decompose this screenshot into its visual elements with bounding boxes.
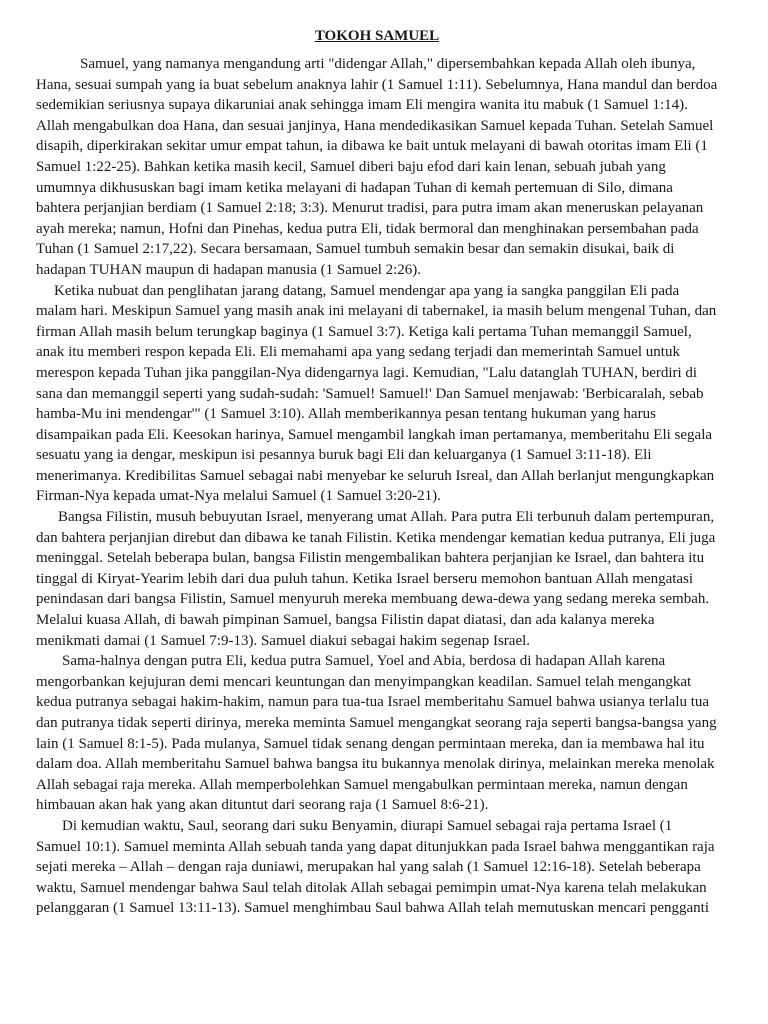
paragraph-4: Sama-halnya dengan putra Eli, kedua putra Samuel, Yoel and Abia, berdosa di hadapan Allah karena mengorbankan kejujuran demi mencari keuntungan dan menyimpangkan keadilan. Samuel telah mengangkat kedua putranya sebagai hakim-hakim, namun para tua-tua Israel memberitahu Samuel bahwa usianya terlalu tua dan putranya tidak seperti dirinya, mereka meminta Samuel mengangkat seorang raja seperti bangsa-bangsa yang lain (1 Samuel 8:1-5). Pada mulanya, Samuel tidak senang dengan permintaan mereka, dan ia membawa hal itu dalam doa. Allah memberitahu Samuel bahwa bangsa itu bukannya menolak dirinya, melainkan mereka menolak Allah sebagai raja mereka. Allah memperbolehkan Samuel mengabulkan permintaan mereka, namun dengan himbauan akan hak yang akan dituntut dari seorang raja (1 Samuel 8:6-21). xyxy=(36,653,717,814)
paragraph-2: Ketika nubuat dan penglihatan jarang datang, Samuel mendengar apa yang ia sangka panggilan Eli pada malam hari. Meskipun Samuel yang masih anak ini melayani di tabernakel, ia masih belum mengenal Tuhan, dan firman Allah masih belum terungkap baginya (1 Samuel 3:7). Ketiga kali pertama Tuhan memanggil Samuel, anak itu memberi respon kepada Eli. Eli memahami apa yang sedang terjadi dan memerintah Samuel untuk merespon kepada Tuhan jika panggilan-Nya didengarnya lagi. Kemudian, "Lalu datanglah TUHAN, berdiri di sana dan memanggil seperti yang sudah-sudah: 'Samuel! Samuel!' Dan Samuel menjawab: 'Berbicaralah, sebab hamba-Mu ini mendengar'" (1 Samuel 3:10). Allah memberikannya pesan tentang hukuman yang harus disampaikan pada Eli. Keesokan harinya, Samuel mengambil langkah iman pertamanya, memberitahu Eli segala sesuatu yang ia dengar, meskipun isi pesannya buruk bagi Eli dan keluarganya (1 Samuel 3:11-18). Eli menerimanya. Kredibilitas Samuel sebagai nabi menyebar ke seluruh Isreal, dan Allah berlanjut mengungkapkan Firman-Nya kepada umat-Nya melalui Samuel (1 Samuel 3:20-21). xyxy=(36,282,717,505)
paragraph-3: Bangsa Filistin, musuh bebuyutan Israel, menyerang umat Allah. Para putra Eli terbunuh dalam pertempuran, dan bahtera perjanjian direbut dan dibawa ke tanah Filistin. Ketika mendengar kematian kedua putranya, Eli juga meninggal. Setelah beberapa bulan, bangsa Filistin mengembalikan bahtera perjanjian ke Israel, dan bahtera itu tinggal di Kiryat-Yearim lebih dari dua puluh tahun. Ketika Israel berseru memohon bantuan Allah mengatasi penindasan dari bangsa Filistin, Samuel menyuruh mereka membuang dewa-dewa yang sedang mereka sembah. Melalui kuasa Allah, di bawah pimpinan Samuel, bangsa Filistin dapat diatasi, dan ada kalanya mereka menikmati damai (1 Samuel 7:9-13). Samuel diakui sebagai hakim segenap Israel. xyxy=(36,509,716,649)
paragraph-5: Di kemudian waktu, Saul, seorang dari suku Benyamin, diurapi Samuel sebagai raja pertama Israel (1 Samuel 10:1). Samuel meminta Allah sebuah tanda yang dapat ditunjukkan pada Israel bahwa menggantikan raja sejati mereka – Allah – dengan raja duniawi, merupakan hal yang salah (1 Samuel 12:16-18). Setelah beberapa waktu, Samuel mendengar bahwa Saul telah ditolak Allah sebagai pemimpin umat-Nya karena telah melakukan pelanggaran (1 Samuel 13:11-13). Samuel menghimbau Saul bahwa Allah telah memutuskan mencari pengganti xyxy=(36,817,715,917)
paragraph-1: Samuel, yang namanya mengandung arti "didengar Allah," dipersembahkan kepada Allah oleh ibunya, Hana, sesuai sumpah yang ia buat sebelum anaknya lahir (1 Samuel 1:11). Sebelumnya, Hana mandul dan berdoa sedemikian seriusnya supaya dikaruniai anak sehingga imam Eli mengira wanita itu mabuk (1 Samuel 1:14). Allah mengabulkan doa Hana, dan sesuai janjinya, Hana mendedikasikan Samuel kepada Tuhan. Setelah Samuel disapih, diperkirakan sekitar umur empat tahun, ia dibawa ke bait untuk melayani di bawah otoritas imam Eli (1 Samuel 1:22-25). Bahkan ketika masih kecil, Samuel diberi baju efod dari kain lenan, sebuah jubah yang umumnya dikhususkan bagi imam ketika melayani di hadapan Tuhan di kemah pertemuan di Silo, dimana bahtera perjanjian berdiam (1 Samuel 2:18; 3:3). Menurut tradisi, para putra imam akan meneruskan pelayanan ayah mereka; namun, Hofni dan Pinehas, kedua putra Eli, tidak bermoral dan menghinakan persembahan pada Tuhan (1 Samuel 2:17,22). Secara bersamaan, Samuel tumbuh semakin besar dan semakin disukai, baik di hadapan TUHAN maupun di hadapan manusia (1 Samuel 2:26). xyxy=(36,56,718,278)
document-title: TOKOH SAMUEL xyxy=(314,28,440,44)
